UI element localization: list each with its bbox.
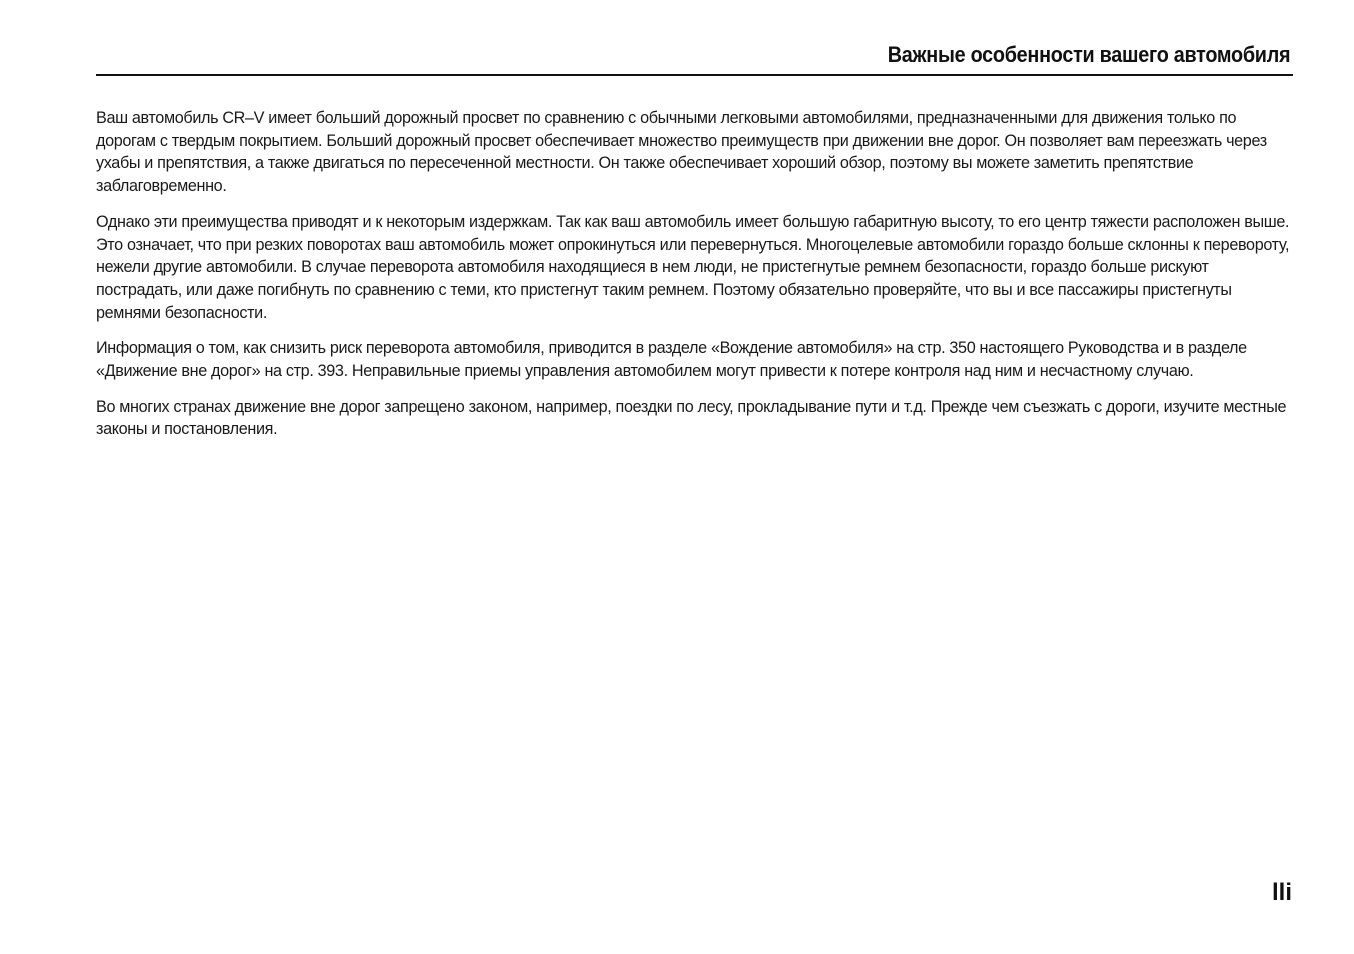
paragraph-center-of-gravity: Однако эти преимущества приводят и к некоторым издержкам. Так как ваш автомобиль имеет большую габаритную высоту, то его центр тяжести расположен выше. Это означает, что при резких поворотах ваш автомобиль может опрокинуться или перевернуться. Многоцелевые автомобили гораздо больше склонны к перевороту, нежели другие автомобили. В случае переворота автомобиля находящиеся в нем люди, не пристегнутые ремнем безопасности, гораздо больше рискуют пострадать, или даже погибнуть по сравнению с теми, кто пристегнут таким ремнем. Поэтому обязательно проверяйте, что вы и все пассажиры пристегнуты ремнями безопасности. [96,212,1290,322]
paragraph-offroad-laws: Во многих странах движение вне дорог запрещено законом, например, поездки по лесу, прокладывание пути и т.д. Прежде чем съезжать с дороги, изучите местные законы и постановления. [96,397,1287,439]
page-header-title: Важные особенности вашего автомобиля [887,42,1290,67]
paragraph-ground-clearance: Ваш автомобиль CR–V имеет больший дорожный просвет по сравнению с обычными легковыми автомобилями, предназначенными для движения только по дорогам с твердым покрытием. Больший дорожный просвет обеспечивает множество преимуществ при движении вне дорог. Он позволяет вам переезжать через ухабы и препятствия, а также двигаться по пересеченной местности. Он также обеспечивает хороший обзор, поэтому вы можете заметить препятствие заблаговременно. [96,109,1267,196]
page-number: lli [1271,879,1292,906]
paragraph-rollover-info: Информация о том, как снизить риск переворота автомобиля, приводится в разделе «Вождение автомобиля» на стр. 350 настоящего Руководства и в разделе «Движение вне дорог» на стр. 393. Неправильные приемы управления автомобилем могут привести к потере контроля над ним и несчастному случаю. [96,339,1247,381]
body-text [96,107,1293,454]
header-divider [96,74,1293,76]
